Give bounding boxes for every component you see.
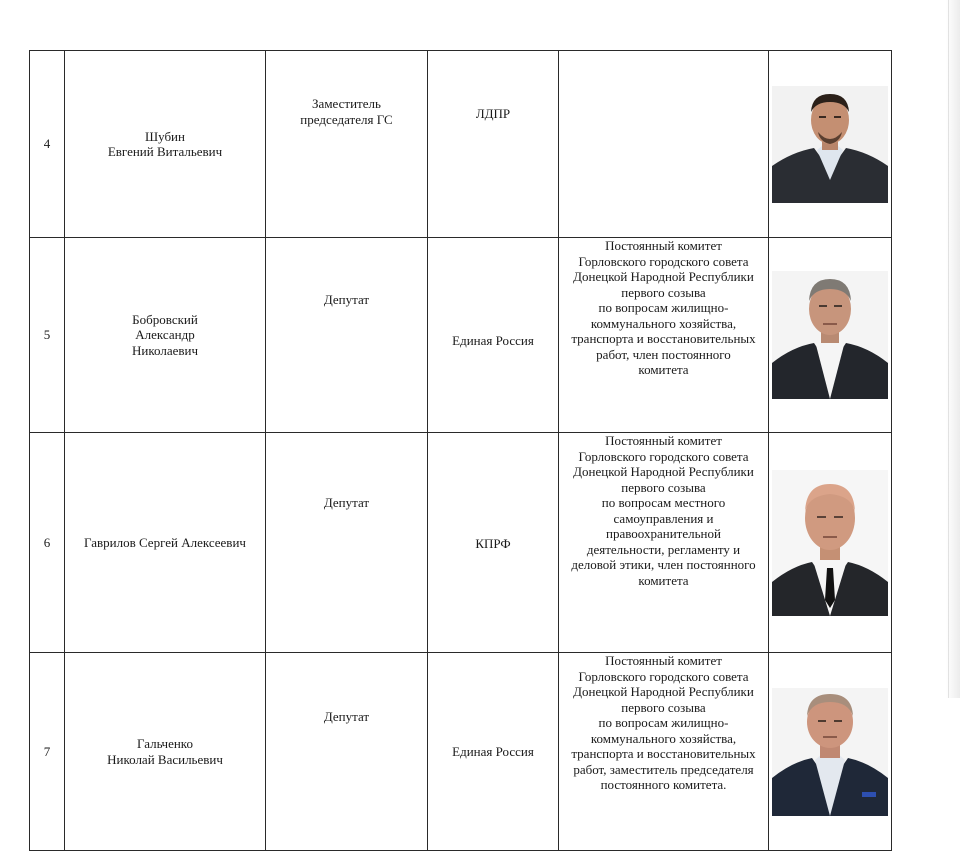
photo-cell [769, 51, 892, 238]
deputy-name: Бобровский Александр Николаевич [65, 238, 266, 433]
deputy-committee [559, 51, 769, 238]
deputy-name: Шубин Евгений Витальевич [65, 51, 266, 238]
photo-cell [769, 433, 892, 653]
row-number: 6 [30, 433, 65, 653]
photo-cell [769, 653, 892, 851]
deputy-position: Депутат [266, 238, 428, 433]
row-number: 7 [30, 653, 65, 851]
photo-cell [769, 238, 892, 433]
deputy-party: Единая Россия [428, 238, 559, 433]
row-number: 5 [30, 238, 65, 433]
scan-shadow [946, 0, 960, 698]
deputy-committee: Постоянный комитет Горловского городского совета Донецкой Народной Республики первого созыва по вопросам жилищно- коммунального хозяйства, транспорта и восстановительных работ, заместитель председателя постоянного комитета. [559, 653, 769, 851]
deputy-committee: Постоянный комитет Горловского городского совета Донецкой Народной Республики первого созыва по вопросам местного самоуправления и правоохранительной деятельности, регламенту и деловой этики, член постоянного комитета [559, 433, 769, 653]
table-row [30, 238, 892, 433]
deputy-party: Единая Россия [428, 653, 559, 851]
portrait-shubin [772, 86, 888, 203]
deputy-position: Депутат [266, 653, 428, 851]
table-row [30, 51, 892, 238]
portrait-galchenko [772, 688, 888, 816]
portrait-gavrilov [772, 470, 888, 616]
deputy-position: Заместитель председателя ГС [266, 51, 428, 238]
row-number: 4 [30, 51, 65, 238]
deputy-position: Депутат [266, 433, 428, 653]
deputy-name: Гаврилов Сергей Алексеевич [65, 433, 266, 653]
table-row [30, 433, 892, 653]
portrait-bobrovsky [772, 271, 888, 399]
table-row [30, 653, 892, 851]
deputy-party: ЛДПР [428, 51, 559, 238]
deputy-name: Гальченко Николай Васильевич [65, 653, 266, 851]
deputy-party: КПРФ [428, 433, 559, 653]
deputy-committee: Постоянный комитет Горловского городского совета Донецкой Народной Республики первого созыва по вопросам жилищно- коммунального хозяйства, транспорта и восстановительных работ, член постоянного комитета [559, 238, 769, 433]
deputies-table [29, 50, 892, 851]
